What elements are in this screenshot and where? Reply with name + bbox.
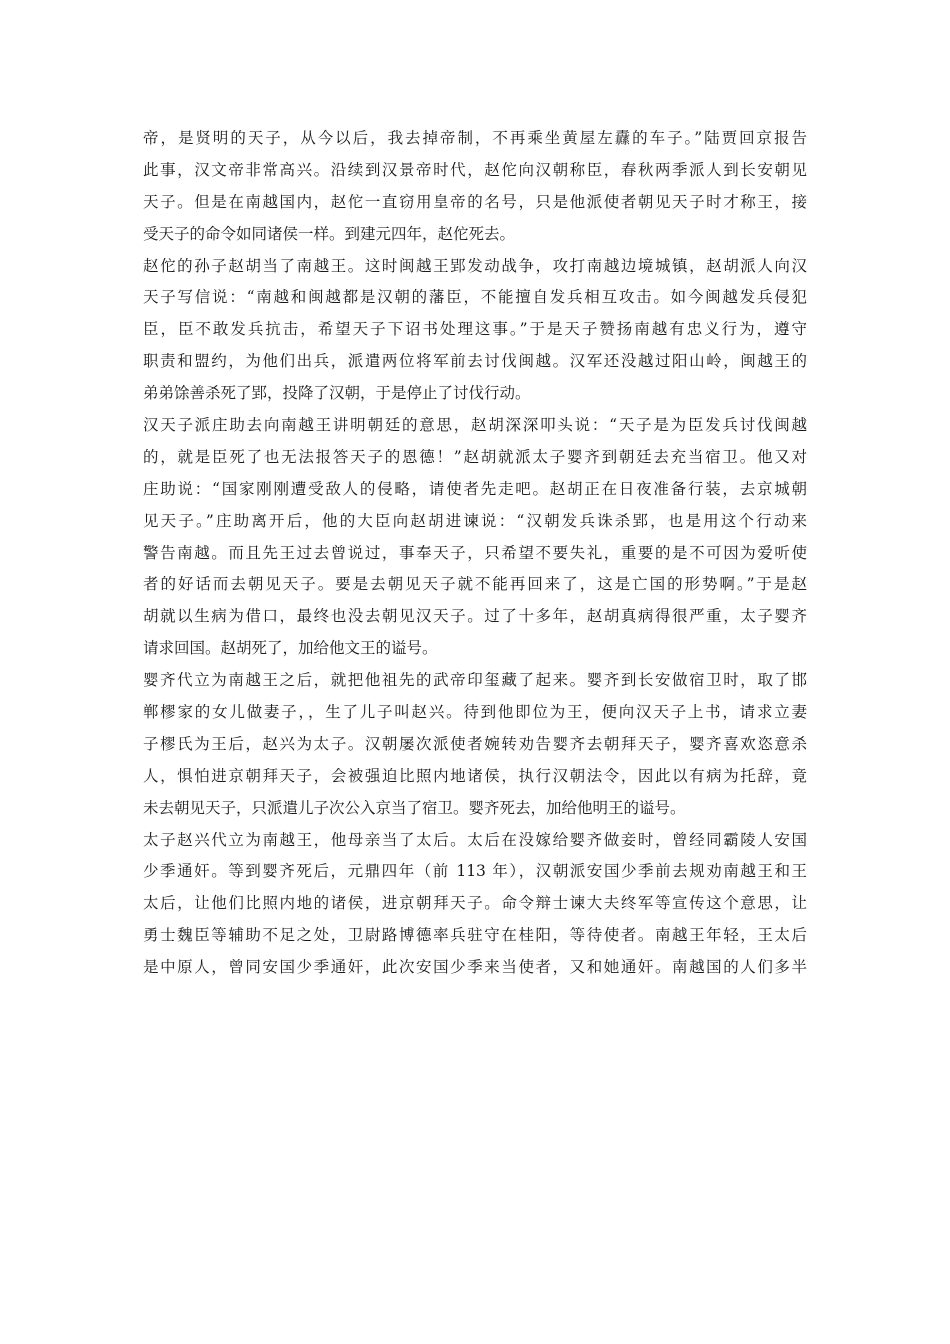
text-line: 见天子。”庄助离开后，他的大臣向赵胡进谏说：“汉朝发兵诛杀郢，也是用这个行动来 xyxy=(143,511,807,530)
text-line: 受天子的命令如同诸侯一样。到建元四年，赵佗死去。 xyxy=(143,224,516,243)
body-text xyxy=(143,123,807,984)
text-line: 警告南越。而且先王过去曾说过，事奉天子，只希望不要失礼，重要的是不可因为爱听使 xyxy=(143,543,807,562)
text-line: 子樛氏为王后，赵兴为太子。汉朝屡次派使者婉转劝告婴齐去朝拜天子，婴齐喜欢恣意杀 xyxy=(143,734,807,753)
text-line: 太后，让他们比照内地的诸侯，进京朝拜天子。命令辩士谏大夫终军等宣传这个意思，让 xyxy=(143,894,807,913)
text-line: 勇士魏臣等辅助不足之处，卫尉路博德率兵驻守在桂阳，等待使者。南越王年轻，王太后 xyxy=(143,926,807,945)
text-line: 少季通奸。等到婴齐死后，元鼎四年（前 113 年），汉朝派安国少季前去规劝南越王和王 xyxy=(143,862,807,881)
text-line: 庄助说：“国家刚刚遭受敌人的侵略，请使者先走吧。赵胡正在日夜准备行装，去京城朝 xyxy=(143,479,807,498)
text-line: 郸樛家的女儿做妻子，，生了儿子叫赵兴。待到他即位为王，便向汉天子上书，请求立妻 xyxy=(143,703,807,722)
text-line: 职责和盟约，为他们出兵，派遣两位将军前去讨伐闽越。汉军还没越过阳山岭，闽越王的 xyxy=(143,352,807,371)
text-line: 汉天子派庄助去向南越王讲明朝廷的意思，赵胡深深叩头说：“天子是为臣发兵讨伐闽越 xyxy=(143,416,807,435)
text-line: 太子赵兴代立为南越王，他母亲当了太后。太后在没嫁给婴齐做妾时，曾经同霸陵人安国 xyxy=(143,830,807,849)
text-line: 天子。但是在南越国内，赵佗一直窃用皇帝的名号，只是他派使者朝见天子时才称王，接 xyxy=(143,192,807,211)
text-line: 的，就是臣死了也无法报答天子的恩德！”赵胡就派太子婴齐到朝廷去充当宿卫。他又对 xyxy=(143,447,807,466)
text-line: 是中原人，曾同安国少季通奸，此次安国少季来当使者，又和她通奸。南越国的人们多半 xyxy=(143,958,807,977)
text-line: 胡就以生病为借口，最终也没去朝见汉天子。过了十多年，赵胡真病得很严重，太子婴齐 xyxy=(143,607,807,626)
text-line: 帝，是贤明的天子，从今以后，我去掉帝制，不再乘坐黄屋左纛的车子。”陆贾回京报告 xyxy=(143,129,807,147)
text-line: 天子写信说：“南越和闽越都是汉朝的藩臣，不能擅自发兵相互攻击。如今闽越发兵侵犯 xyxy=(143,288,807,307)
text-line: 未去朝见天子，只派遣儿子次公入京当了宿卫。婴齐死去，加给他明王的谥号。 xyxy=(143,798,686,817)
text-line: 此事，汉文帝非常高兴。沿续到汉景帝时代，赵佗向汉朝称臣，春秋两季派人到长安朝见 xyxy=(143,160,807,179)
text-line: 婴齐代立为南越王之后，就把他祖先的武帝印玺藏了起来。婴齐到长安做宿卫时，取了邯 xyxy=(143,671,807,690)
text-line: 弟弟馀善杀死了郢，投降了汉朝，于是停止了讨伐行动。 xyxy=(143,384,531,403)
text-line: 赵佗的孙子赵胡当了南越王。这时闽越王郢发动战争，攻打南越边境城镇，赵胡派人向汉 xyxy=(143,256,807,275)
text-line: 请求回国。赵胡死了，加给他文王的谥号。 xyxy=(143,639,438,658)
text-line: 者的好话而去朝见天子。要是去朝见天子就不能再回来了，这是亡国的形势啊。”于是赵 xyxy=(143,575,807,594)
text-line: 人，惧怕进京朝拜天子，会被强迫比照内地诸侯，执行汉朝法令，因此以有病为托辞，竟 xyxy=(143,766,807,785)
text-line: 臣，臣不敢发兵抗击，希望天子下诏书处理这事。”于是天子赞扬南越有忠义行为，遵守 xyxy=(143,320,807,339)
